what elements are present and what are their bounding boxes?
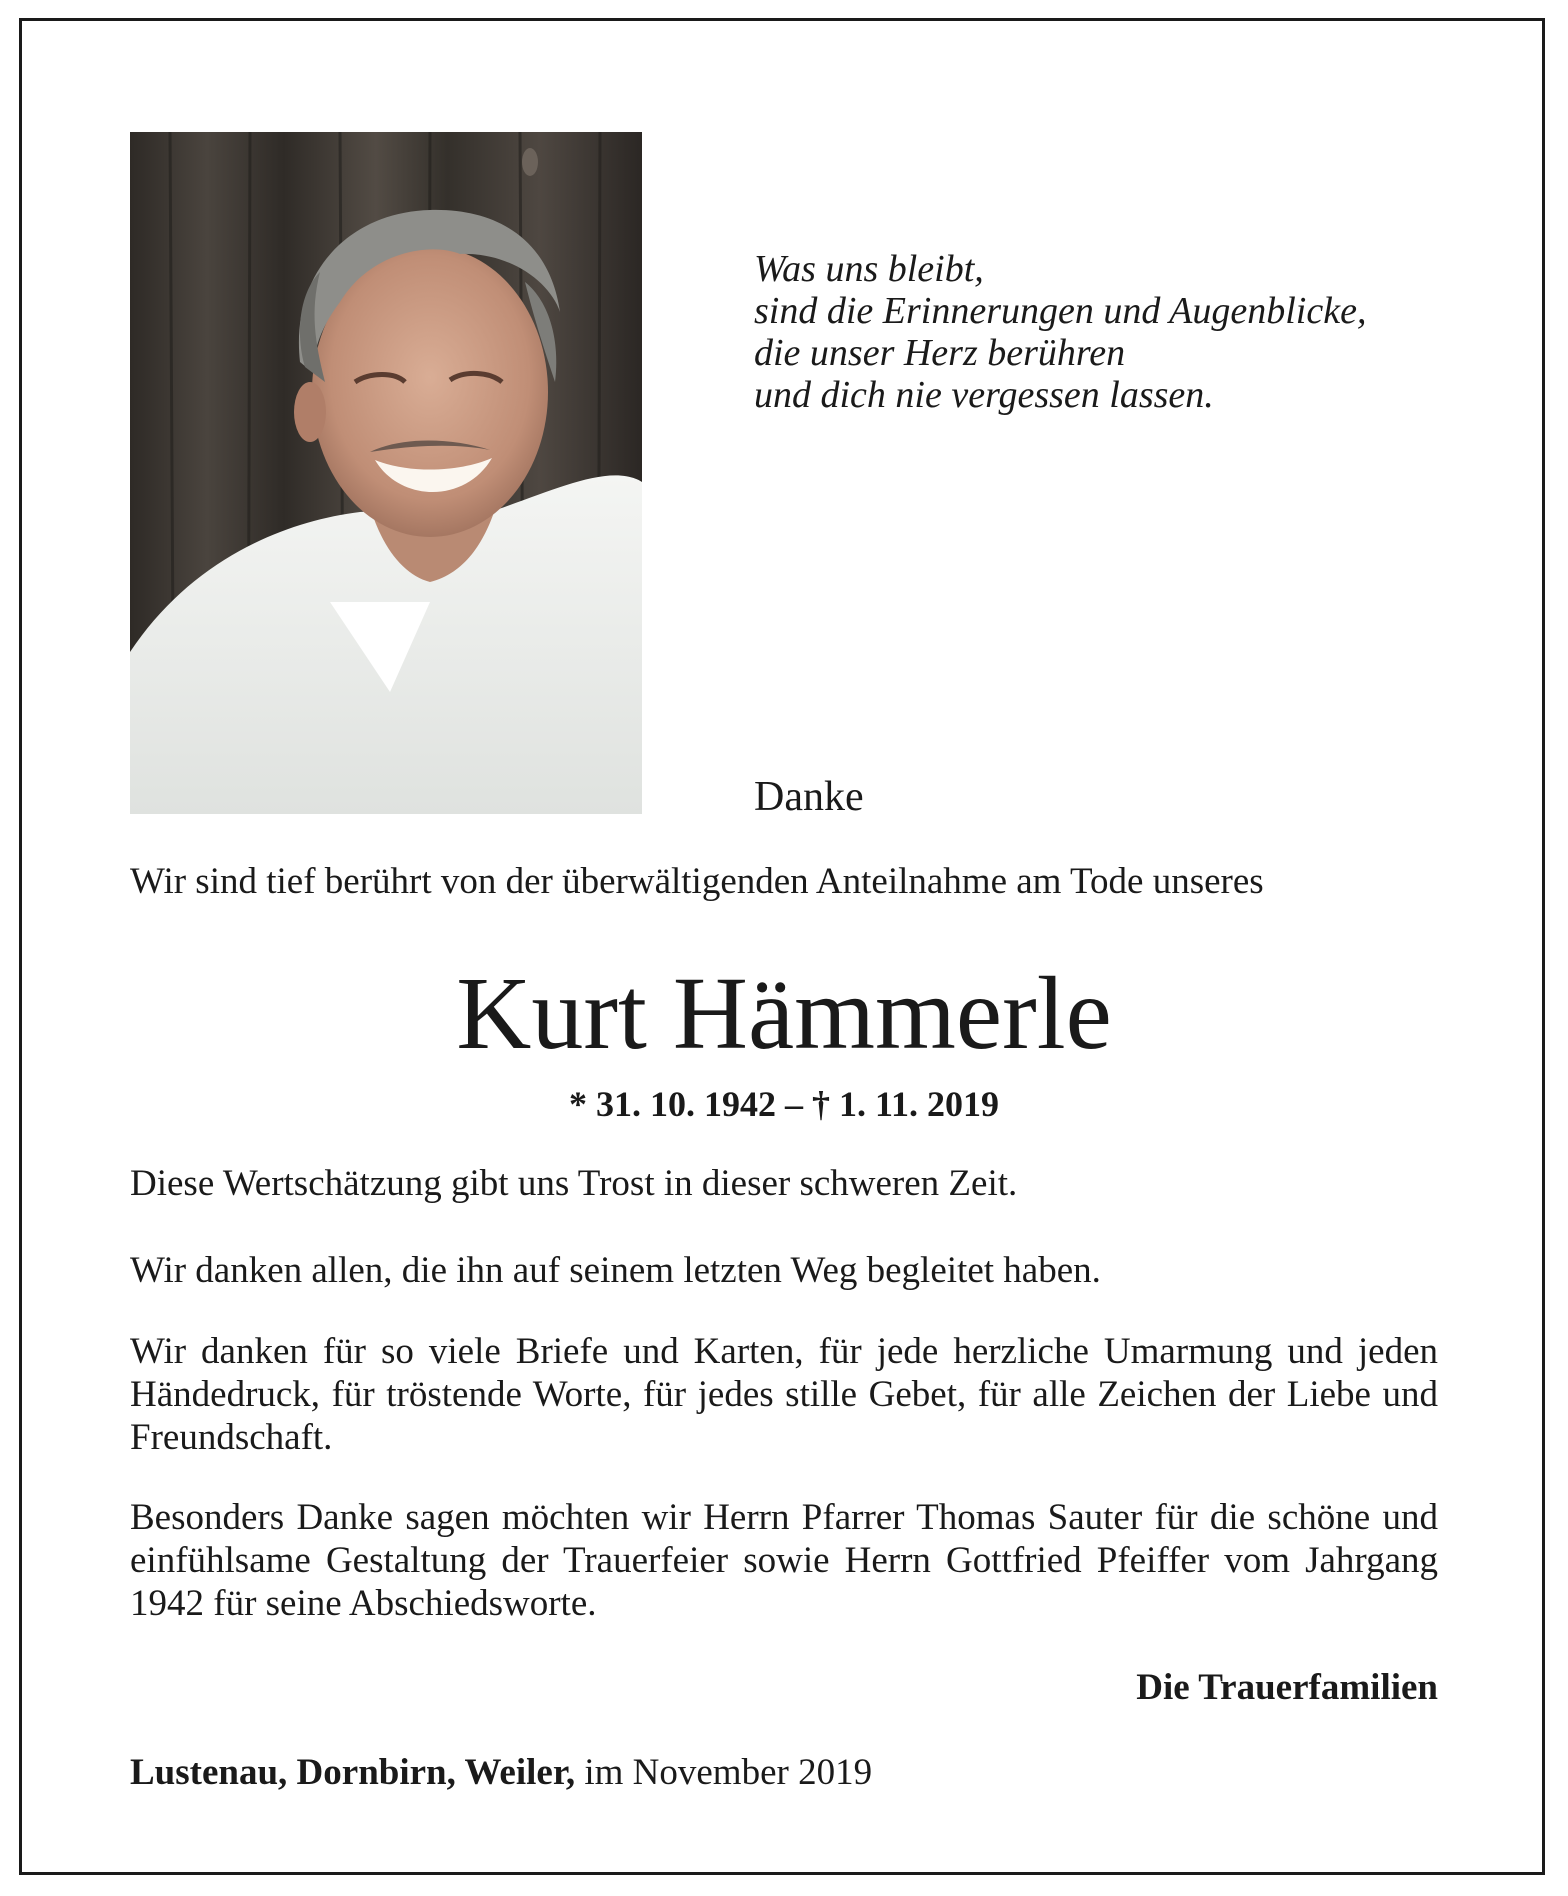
portrait-image [130,132,642,814]
signature: Die Trauerfamilien [1136,1667,1438,1708]
paragraph-thanks-all: Wir danken allen, die ihn auf seinem letzten Weg begleitet haben. [130,1250,1101,1291]
quote-line: Was uns bleibt, [754,248,984,290]
place-and-date [130,1751,872,1795]
intro-text: Wir sind tief berührt von der überwältigenden Anteilnahme am Tode unseres [130,861,1264,902]
quote-line: sind die Erinnerungen und Augenblicke, [754,290,1367,332]
deceased-name: Kurt Hämmerle [456,956,1112,1071]
heading-danke: Danke [754,774,864,820]
place-names: Lustenau, Dornbirn, Weiler, [130,1752,576,1793]
paragraph-comfort: Diese Wertschätzung gibt uns Trost in dieser schweren Zeit. [130,1163,1018,1204]
paragraph-special-thanks: Besonders Danke sagen möchten wir Herrn Pfarrer Thomas Sauter für die schöne und einfühlsame Gestaltung der Trauerfeier sowie Herrn Gottfried Pfeiffer vom Jahrgang 1942 für seine Abschiedsworte. [130,1497,1438,1624]
life-dates: * 31. 10. 1942 – † 1. 11. 2019 [568,1084,999,1124]
quote-line: die unser Herz berühren [754,332,1126,374]
notice-date: im November 2019 [575,1752,873,1793]
memorial-quote [754,248,1454,416]
portrait-photo [130,132,642,814]
paragraph-thanks-letters: Wir danken für so viele Briefe und Karten, für jede herzliche Umarmung und jeden Händedruck, für tröstende Worte, für jedes stille Gebet, für alle Zeichen der Liebe und Freundschaft. [130,1331,1438,1458]
quote-line: und dich nie vergessen lassen. [754,374,1214,416]
